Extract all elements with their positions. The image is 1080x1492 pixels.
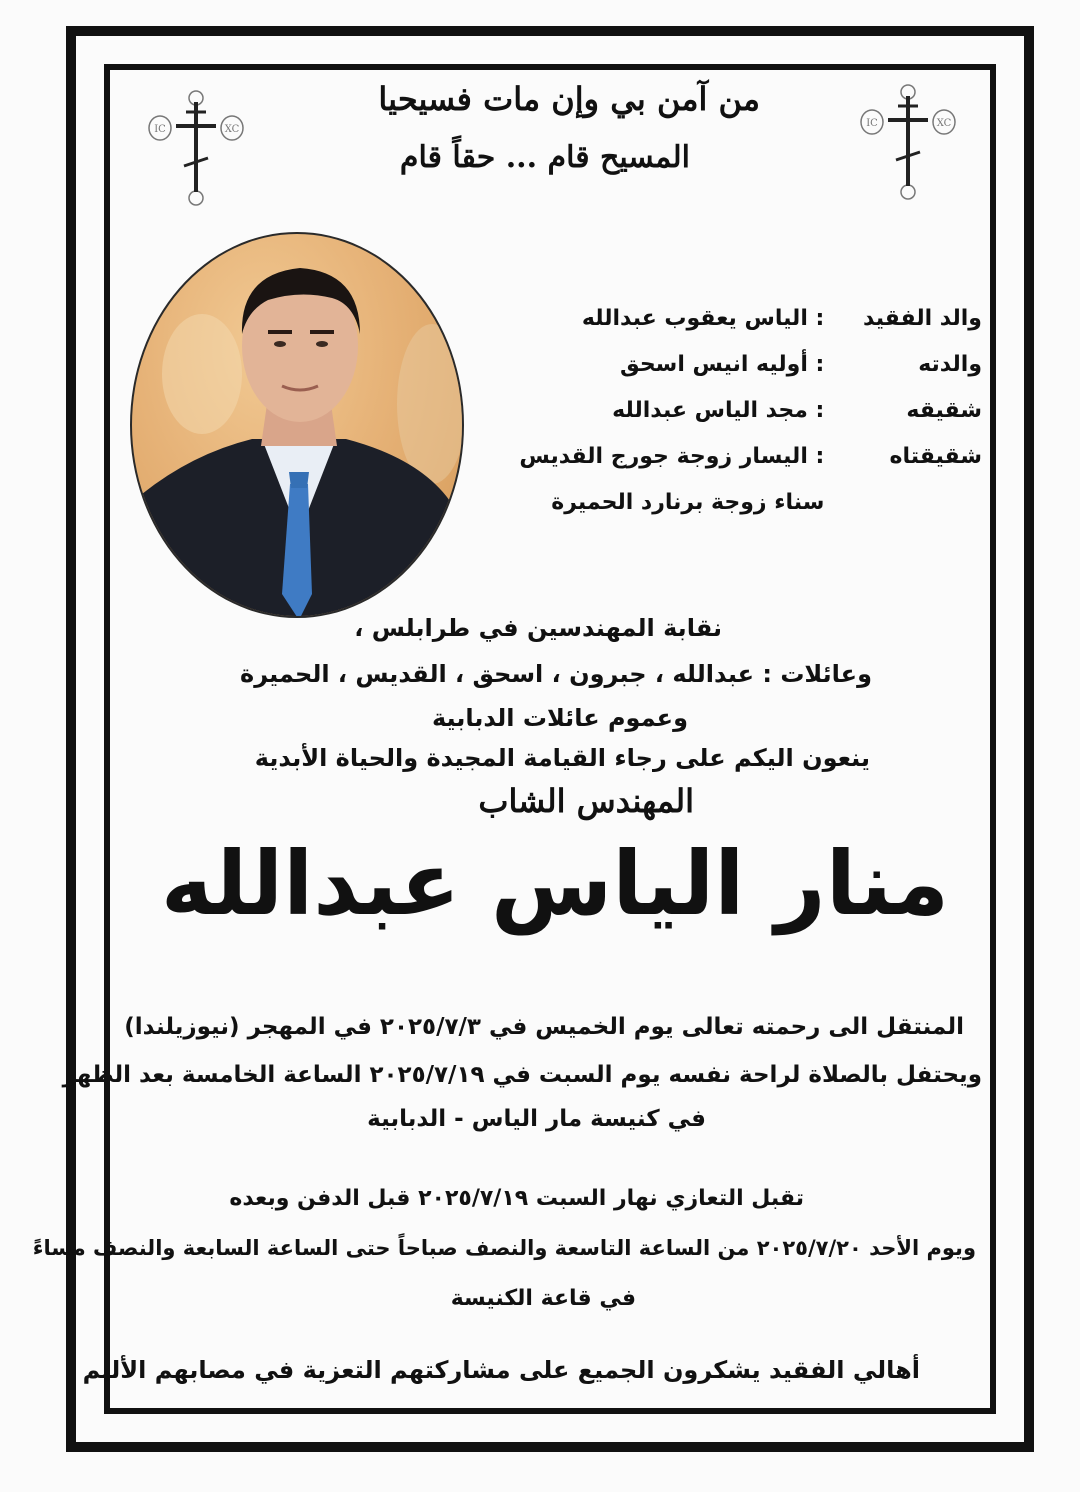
- condolences-line-2: ويوم الأحد ٢٠٢٥/٧/٢٠ من الساعة التاسعة والنصف صباحاً حتى الساعة السابعة والنصف مساءً: [32, 1236, 976, 1260]
- deceased-title: المهندس الشاب: [478, 782, 694, 820]
- family-relation: والد الفقيد: [862, 306, 982, 331]
- svg-text:XC: XC: [936, 118, 952, 129]
- svg-text:IC: IC: [866, 118, 878, 129]
- family-name: : الياس يعقوب عبدالله: [581, 306, 825, 331]
- left-cross-icon: [146, 88, 246, 208]
- verse-line-1: من آمن بي وإن مات فسيحيا: [378, 80, 760, 118]
- deceased-portrait: [130, 232, 464, 618]
- family-name: : مجد الياس عبدالله: [612, 398, 825, 423]
- footer-thanks: أهالي الفقيد يشكرون الجميع على مشاركتهم التعزية في مصابهم الأليم: [82, 1356, 920, 1384]
- mourners-line-2: وعائلات : عبدالله ، جبرون ، اسحق ، القديس ، الحميرة: [240, 660, 872, 688]
- family-relation: شقيقه: [906, 398, 982, 423]
- details-line-2: ويحتفل بالصلاة لراحة نفسه يوم السبت في ٢٠٢٥/٧/١٩ الساعة الخامسة بعد الظهر: [62, 1062, 982, 1088]
- condolences-line-1: تقبل التعازي نهار السبت ٢٠٢٥/٧/١٩ قبل الدفن وبعده: [229, 1186, 804, 1211]
- details-line-3: في كنيسة مار الياس - الدبابية: [367, 1106, 706, 1132]
- condolences-line-3: في قاعة الكنيسة: [450, 1286, 636, 1311]
- verse-line-2: المسيح قام ... حقاً قام: [399, 140, 690, 175]
- svg-text:IC: IC: [154, 124, 166, 135]
- family-row-sister-2: [551, 490, 982, 515]
- mourners-line-3: وعموم عائلات الدبابية: [432, 704, 688, 732]
- mourners-line-1: نقابة المهندسين في طرابلس ،: [354, 614, 722, 642]
- family-name: : أوليه انيس اسحق: [620, 352, 825, 377]
- family-row-father: [582, 306, 982, 331]
- family-row-sisters: [519, 444, 982, 469]
- family-row-mother: [620, 352, 982, 377]
- family-relation: شقيقتاه: [889, 444, 982, 469]
- svg-text:XC: XC: [224, 124, 240, 135]
- deceased-name: منار الياس عبدالله: [160, 832, 950, 935]
- family-row-brother: [612, 398, 982, 423]
- family-relation: والدته: [918, 352, 982, 377]
- family-name: : اليسار زوجة جورج القديس: [519, 444, 825, 469]
- mourners-line-4: ينعون اليكم على رجاء القيامة المجيدة والحياة الأبدية: [254, 744, 870, 772]
- details-line-1: المنتقل الى رحمته تعالى يوم الخميس في ٢٠٢٥/٧/٣ في المهجر (نيوزيلندا): [124, 1014, 964, 1040]
- right-cross-icon: [858, 82, 958, 202]
- family-name: سناء زوجة برنارد الحميرة: [551, 490, 825, 515]
